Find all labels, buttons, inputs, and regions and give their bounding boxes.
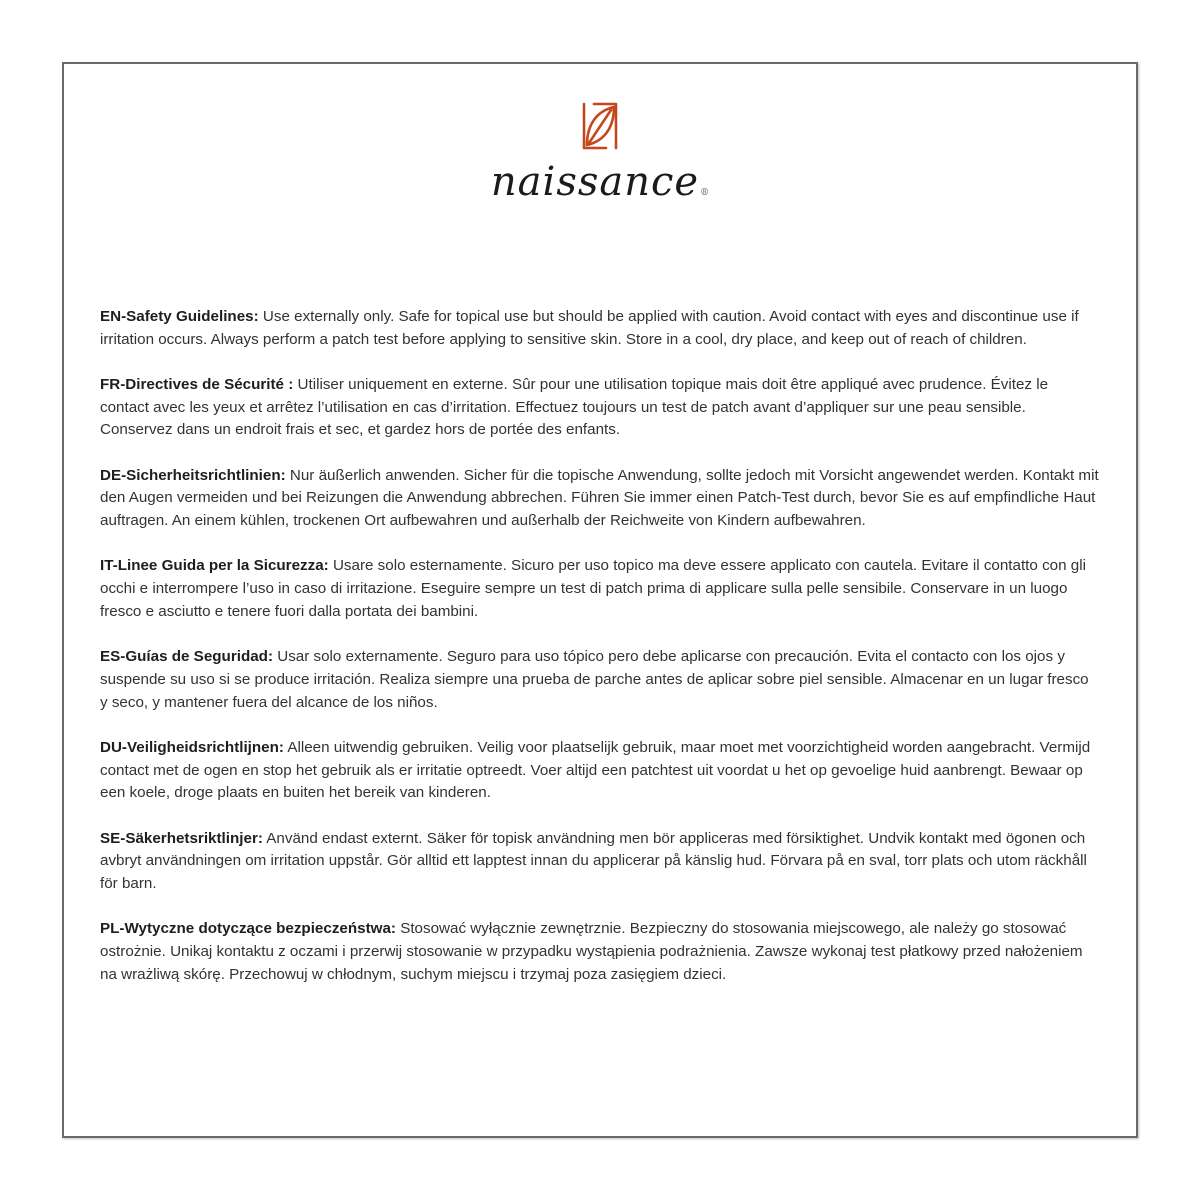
guideline-fr [100,374,1100,442]
guideline-pl [100,918,1100,986]
guideline-label: DU-Veiligheidsrichtlijnen: [100,738,284,756]
guideline-text: Usar solo externamente. Seguro para uso tópico pero debe aplicarse con precaución. Evita el contacto con los ojos y suspende su uso si se produce irritación. Realiza siempre una prueba de parche antes de aplicar sobre piel sensible. Almacenar en un lugar fresco y seco, y mantener fuera del alcance de los niños. [100,648,1089,711]
guideline-de [100,465,1100,533]
guideline-text: Nur äußerlich anwenden. Sicher für die topische Anwendung, sollte jedoch mit Vorsicht angewendet werden. Kontakt mit den Augen vermeiden und bei Reizungen die Anwendung abbrechen. Führen Sie immer einen Patch-Test durch, bevor Sie es auf empfindliche Haut auftragen. An einem kühlen, trockenen Ort aufbewahren und außerhalb der Reichweite von Kindern aufbewahren. [100,466,1099,530]
guideline-label: ES-Guías de Seguridad: [100,648,274,666]
brand-wordmark [64,158,1136,217]
registered-mark: ® [700,188,710,198]
guideline-se [100,828,1100,896]
guideline-it [100,555,1100,623]
brand-name: naissance [490,159,700,205]
document-frame [62,62,1138,1138]
guideline-label: IT-Linee Guida per la Sicurezza: [100,557,329,575]
guideline-label: DE-Sicherheitsrichtlinien: [100,466,286,484]
guideline-du [100,737,1100,805]
guideline-text: Use externally only. Safe for topical use but should be applied with caution. Avoid contact with eyes and discontinue use if irritation occurs. Always perform a patch test before applying to sensitive skin. Store in a cool, dry place, and keep out of reach of children. [100,308,1079,348]
guideline-text: Alleen uitwendig gebruiken. Veilig voor plaatselijk gebruik, maar moet met voorzichtigheid worden aangebracht. Vermijd contact met de ogen en stop het gebruik als er irritatie optreedt. Voer altijd een patchtest uit voordat u het op gevoelige huid aanbrengt. Bewaar op een koele, droge plaats en buiten het bereik van kinderen. [100,738,1091,802]
guideline-label: PL-Wytyczne dotyczące bezpieczeństwa: [100,920,396,938]
leaf-in-square-icon [575,98,625,154]
guideline-text: Utiliser uniquement en externe. Sûr pour une utilisation topique mais doit être appliqué avec prudence. Évitez le contact avec les yeux et arrêtez l’utilisation en cas d’irritation. Effectuez toujours un test de patch avant d’appliquer sur une peau sensible. Conservez dans un endroit frais et sec, et gardez hors de portée des enfants. [100,376,1049,439]
guideline-label: FR-Directives de Sécurité : [100,376,294,393]
guideline-text: Usare solo esternamente. Sicuro per uso topico ma deve essere applicato con cautela. Evitare il contatto con gli occhi e interrompere l’uso in caso di irritazione. Eseguire sempre un test di patch prima di applicare sulla pelle sensibile. Conservare in un luogo fresco e asciutto e tenere fuori dalla portata dei bambini. [100,557,1086,620]
brand-logo [64,98,1136,248]
guideline-label: EN-Safety Guidelines: [100,308,259,325]
guideline-text: Stosować wyłącznie zewnętrznie. Bezpieczny do stosowania miejscowego, ale należy go stosować ostrożnie. Unikaj kontaktu z oczami i przerwij stosowanie w przypadku wystąpienia podrażnienia. Zawsze wykonaj test płatkowy przed nałożeniem na wrażliwą skórę. Przechowuj w chłodnym, suchym miejscu i trzymaj poza zasięgiem dzieci. [100,920,1083,983]
guideline-label: SE-Säkerhetsriktlinjer: [100,829,263,847]
guideline-text: Använd endast externt. Säker för topisk användning men bör appliceras med försiktighet. Undvik kontakt med ögonen och avbryt användningen om irritation uppstår. Gör alltid ett lapptest innan du applicerar på känslig hud. Förvara på en sval, torr plats och utom räckhåll för barn. [100,829,1087,892]
guideline-es [100,646,1100,714]
guideline-en [100,306,1100,351]
safety-guidelines [100,306,1100,1009]
